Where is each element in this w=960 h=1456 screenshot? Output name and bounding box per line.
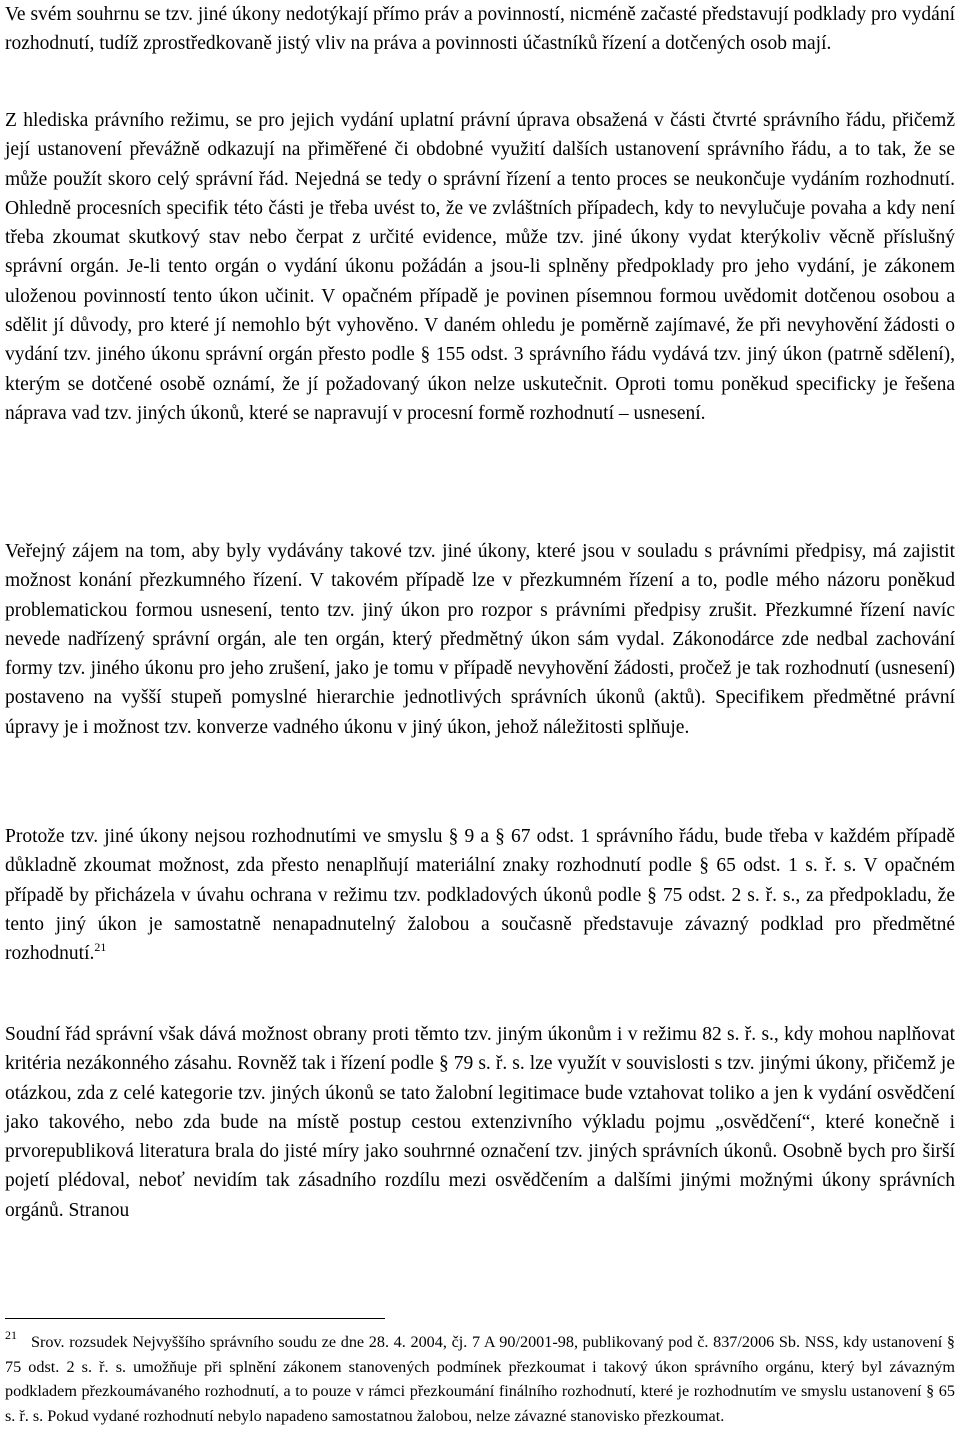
paragraph-2: Z hlediska právního režimu, se pro jejich vydání uplatní právní úprava obsažená v části čtvrté správního řádu, přičemž její ustanovení převážně odkazují na přiměřené či obdobné využití dalších ustanovení správního řádu, a to tak, že se může použít skoro celý správní řád. Nejedná se tedy o správní řízení a tento proces se neukončuje vydáním rozhodnutí. Ohledně procesních specifik této části je třeba uvést to, že ve zvláštních případech, kdy to nevylučuje povaha a kdy není třeba zkoumat skutkový stav nebo čerpat z určité evidence, může tzv. jiné úkony vydat kterýkoliv věcně příslušný správní orgán. Je-li tento orgán o vydání úkonu požádán a jsou-li splněny předpoklady pro jeho vydání, je zákonem uloženou povinností tento úkon učinit. V opačném případě je povinen písemnou formou uvědomit dotčenou osobou a sdělit jí důvody, pro které jí nemohlo být vyhověno. V daném ohledu je poměrně zajímavé, že při nevyhovění žádosti o vydání tzv. jiného úkonu správní orgán přesto podle § 155 odst. 3 správního řádu vydává tzv. jiný úkon (patrně sdělení), kterým se dotčené osobě oznámí, že jí požadovaný úkon nelze uskutečnit. Oproti tomu poněkud specificky je řešena náprava vad tzv. jiných úkonů, které se napravují v procesní formě rozhodnutí – usnesení. [5,110,955,424]
paragraph-4 [5,822,955,968]
paragraph-1: Ve svém souhrnu se tzv. jiné úkony nedotýkají přímo práv a povinností, nicméně začasté představují podklady pro vydání rozhodnutí, tudíž zprostředkovaně jistý vliv na práva a povinnosti účastníků řízení a dotčených osob mají. [5,4,955,55]
footnote-text: Srov. rozsudek Nejvyššího správního soudu ze dne 28. 4. 2004, čj. 7 A 90/2001-98, publikovaný pod č. 837/2006 Sb. NSS, kdy ustanovení § 75 odst. 2 s. ř. s. umožňuje při splnění zákonem stanovených podmínek přezkoumat i takový úkon správního orgánu, který byl závazným podkladem přezkoumávaného rozhodnutí, a to pouze v rámci přezkoumání finálního rozhodnutí, které je rozhodnutím ve smyslu ustanovení § 65 s. ř. s. Pokud vydané rozhodnutí nebylo napadeno samostatnou žalobou, nelze závazné stanovisko přezkoumat. [5,1333,955,1425]
footnote-reference[interactable]: 21 [94,939,107,954]
footnote-number: 21 [5,1327,17,1342]
footnote [5,1327,955,1428]
footnote-separator [5,1318,385,1319]
paragraph-4-text: Protože tzv. jiné úkony nejsou rozhodnutími ve smyslu § 9 a § 67 odst. 1 správního řádu, bude třeba v každém případě důkladně zkoumat možnost, zda přesto nenaplňují materiální znaky rozhodnutí podle § 65 odst. 1 s. ř. s. V opačném případě by přicházela v úvahu ochrana v režimu tzv. podkladových úkonů podle § 75 odst. 2 s. ř. s., za předpokladu, že tento jiný úkon je samostatně nenapadnutelný žalobou a současně představuje závazný podklad pro předmětné rozhodnutí. [5,826,955,965]
paragraph-3: Veřejný zájem na tom, aby byly vydávány takové tzv. jiné úkony, které jsou v souladu s právními předpisy, má zajistit možnost konání přezkumného řízení. V takovém případě lze v přezkumném řízení a to, podle mého názoru poněkud problematickou formou usnesení, tento tzv. jiný úkon pro rozpor s právními předpisy zrušit. Přezkumné řízení navíc nevede nadřízený správní orgán, ale ten orgán, který předmětný úkon sám vydal. Zákonodárce zde nedbal zachování formy tzv. jiného úkonu pro jeho zrušení, jako je tomu v případě nevyhovění žádosti, pročež je tak rozhodnutí (usnesení) postaveno na vyšší stupeň pomyslné hierarchie jednotlivých správních úkonů (aktů). Specifikem předmětné právní úpravy je i možnost tzv. konverze vadného úkonu v jiný úkon, jehož náležitosti splňuje. [5,541,955,738]
paragraph-5: Soudní řád správní však dává možnost obrany proti těmto tzv. jiným úkonům i v režimu 82 s. ř. s., kdy mohou naplňovat kritéria nezákonného zásahu. Rovněž tak i řízení podle § 79 s. ř. s. lze využít v souvislosti s tzv. jinými úkony, přičemž je otázkou, zda z celé kategorie tzv. jiných úkonů se tato žalobní legitimace bude vztahovat toliko a jen k vydání osvědčení jako takového, nebo zda bude na místě postup cestou extenzivního výkladu pojmu „osvědčení“, které konečně i prvorepubliková literatura brala do jisté míry jako souhrnné označení tzv. jiných správních úkonů. Osobně bych pro širší pojetí plédoval, neboť nevidím tak zásadního rozdílu mezi osvědčením a dalšími jinými možnými úkony správních orgánů. Stranou [5,1024,955,1221]
